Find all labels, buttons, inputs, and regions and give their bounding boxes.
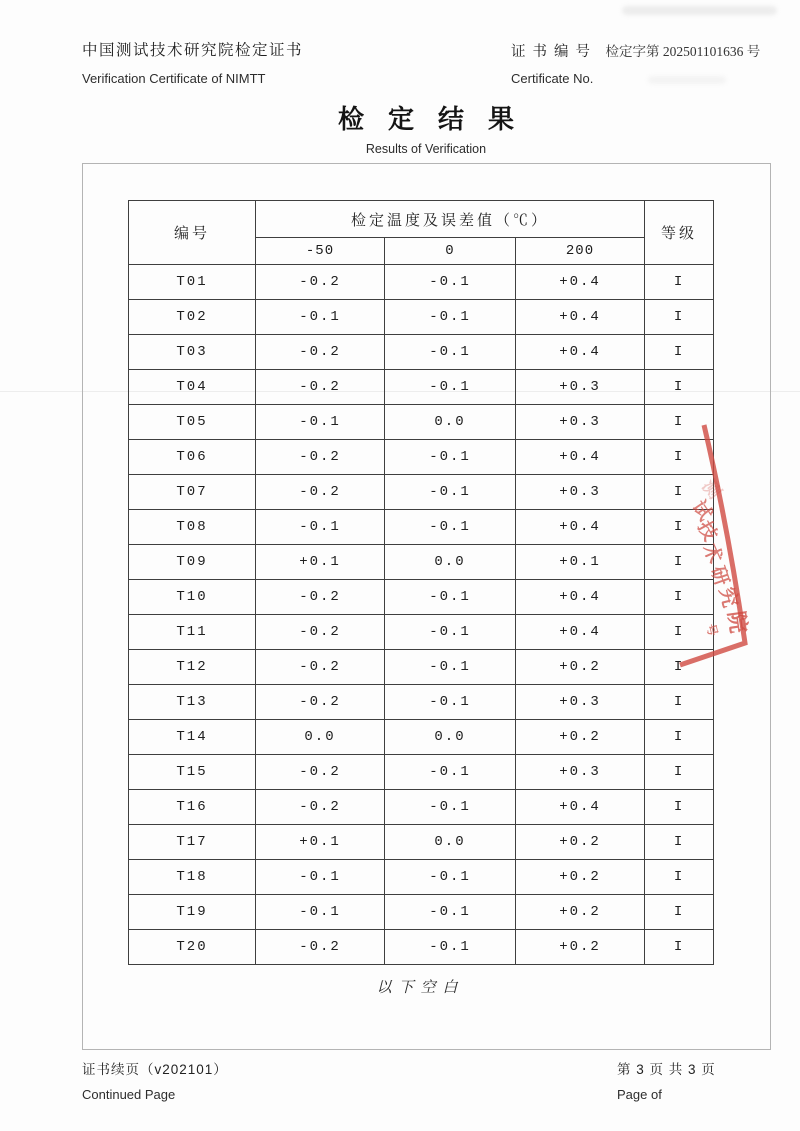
header-right xyxy=(511,40,760,86)
footer-left-en: Continued Page xyxy=(82,1087,176,1102)
grade-cell: I xyxy=(645,510,714,545)
table-row xyxy=(129,650,714,685)
cert-no-label-cn: 证书编号 xyxy=(511,44,597,60)
seal-small-character: 号 xyxy=(703,622,721,638)
error-value-cell: +0.2 xyxy=(516,650,645,685)
table-row xyxy=(129,475,714,510)
grade-cell: I xyxy=(645,370,714,405)
page-title-en: Results of Verification xyxy=(365,142,487,156)
error-value-cell: +0.4 xyxy=(516,790,645,825)
error-value-cell: -0.1 xyxy=(385,265,516,300)
seal-character: 试 xyxy=(687,497,716,525)
error-value-cell: -0.1 xyxy=(256,860,385,895)
grade-cell: I xyxy=(645,580,714,615)
org-title-cn: 中国测试技术研究院检定证书 xyxy=(82,42,304,59)
error-value-cell: -0.2 xyxy=(256,790,385,825)
error-value-cell: +0.4 xyxy=(516,615,645,650)
table-row xyxy=(129,895,714,930)
error-value-cell: -0.1 xyxy=(256,895,385,930)
sensor-id-cell: T19 xyxy=(129,895,256,930)
error-value-cell: -0.1 xyxy=(385,580,516,615)
seal-character: 测 xyxy=(698,476,726,503)
org-title-en: Verification Certificate of NIMTT xyxy=(82,71,266,86)
sensor-id-cell: T10 xyxy=(129,580,256,615)
error-value-cell: 0.0 xyxy=(385,405,516,440)
sensor-id-cell: T12 xyxy=(129,650,256,685)
footer-left xyxy=(82,1058,228,1102)
error-value-cell: +0.4 xyxy=(516,300,645,335)
sensor-id-cell: T13 xyxy=(129,685,256,720)
error-value-cell: -0.2 xyxy=(256,475,385,510)
grade-cell: I xyxy=(645,335,714,370)
error-value-cell: -0.2 xyxy=(256,265,385,300)
error-value-cell: -0.1 xyxy=(385,930,516,965)
error-value-cell: +0.4 xyxy=(516,335,645,370)
error-value-cell: -0.2 xyxy=(256,580,385,615)
error-value-cell: -0.2 xyxy=(256,370,385,405)
error-value-cell: +0.1 xyxy=(256,825,385,860)
col-header-grade: 等级 xyxy=(645,201,714,265)
table-row xyxy=(129,790,714,825)
sensor-id-cell: T11 xyxy=(129,615,256,650)
col-header-temp-span: 检定温度及误差值（℃） xyxy=(256,201,645,238)
page-title-cn: 检定结果 xyxy=(337,104,538,134)
grade-cell: I xyxy=(645,720,714,755)
grade-cell: I xyxy=(645,930,714,965)
sensor-id-cell: T08 xyxy=(129,510,256,545)
error-value-cell: -0.1 xyxy=(256,510,385,545)
error-value-cell: +0.1 xyxy=(516,545,645,580)
error-value-cell: -0.1 xyxy=(256,300,385,335)
content-frame xyxy=(82,163,771,1050)
grade-cell: I xyxy=(645,685,714,720)
grade-cell: I xyxy=(645,615,714,650)
error-value-cell: -0.2 xyxy=(256,440,385,475)
error-value-cell: -0.1 xyxy=(385,335,516,370)
error-value-cell: +0.1 xyxy=(256,545,385,580)
grade-cell: I xyxy=(645,650,714,685)
table-row xyxy=(129,265,714,300)
sensor-id-cell: T05 xyxy=(129,405,256,440)
error-value-cell: -0.1 xyxy=(256,405,385,440)
error-value-cell: -0.1 xyxy=(385,475,516,510)
error-value-cell: +0.4 xyxy=(516,440,645,475)
title-block xyxy=(82,99,770,156)
error-value-cell: -0.1 xyxy=(385,755,516,790)
sensor-id-cell: T14 xyxy=(129,720,256,755)
grade-cell: I xyxy=(645,860,714,895)
sensor-id-cell: T02 xyxy=(129,300,256,335)
sensor-id-cell: T17 xyxy=(129,825,256,860)
sensor-id-cell: T20 xyxy=(129,930,256,965)
grade-cell: I xyxy=(645,545,714,580)
grade-cell: I xyxy=(645,300,714,335)
error-value-cell: +0.2 xyxy=(516,930,645,965)
error-value-cell: +0.3 xyxy=(516,475,645,510)
blank-below-note: 以下空白 xyxy=(376,980,465,996)
sensor-id-cell: T15 xyxy=(129,755,256,790)
cert-no-value: 检定字第 202501101636 号 xyxy=(605,44,761,59)
error-value-cell: -0.1 xyxy=(385,510,516,545)
error-value-cell: +0.4 xyxy=(516,265,645,300)
error-value-cell: +0.3 xyxy=(516,685,645,720)
error-value-cell: -0.2 xyxy=(256,335,385,370)
error-value-cell: -0.2 xyxy=(256,685,385,720)
footer-left-cn: 证书续页（v202101） xyxy=(82,1062,228,1077)
table-row xyxy=(129,825,714,860)
error-value-cell: 0.0 xyxy=(385,545,516,580)
error-value-cell: -0.1 xyxy=(385,440,516,475)
error-value-cell: +0.3 xyxy=(516,370,645,405)
error-value-cell: +0.2 xyxy=(516,825,645,860)
results-table xyxy=(128,200,714,965)
error-value-cell: -0.1 xyxy=(385,370,516,405)
error-value-cell: 0.0 xyxy=(385,825,516,860)
error-value-cell: -0.1 xyxy=(385,300,516,335)
sensor-id-cell: T16 xyxy=(129,790,256,825)
error-value-cell: -0.2 xyxy=(256,755,385,790)
error-value-cell: +0.2 xyxy=(516,895,645,930)
seal-character: 院 xyxy=(723,609,752,635)
error-value-cell: +0.3 xyxy=(516,405,645,440)
table-row xyxy=(129,405,714,440)
error-value-cell: -0.1 xyxy=(385,615,516,650)
footer-page-number: 第 3 页 共 3 页 xyxy=(617,1062,716,1077)
grade-cell: I xyxy=(645,895,714,930)
sensor-id-cell: T06 xyxy=(129,440,256,475)
error-value-cell: -0.1 xyxy=(385,650,516,685)
cert-no-label-en: Certificate No. xyxy=(511,71,594,86)
grade-cell: I xyxy=(645,405,714,440)
table-row xyxy=(129,580,714,615)
scan-smudge-top xyxy=(622,6,777,15)
error-value-cell: 0.0 xyxy=(385,720,516,755)
sensor-id-cell: T09 xyxy=(129,545,256,580)
error-value-cell: +0.4 xyxy=(516,580,645,615)
temp-col-header: 200 xyxy=(516,238,645,265)
seal-character: 究 xyxy=(714,585,741,610)
error-value-cell: -0.1 xyxy=(385,790,516,825)
sensor-id-cell: T18 xyxy=(129,860,256,895)
error-value-cell: +0.2 xyxy=(516,720,645,755)
error-value-cell: -0.1 xyxy=(385,895,516,930)
error-value-cell: -0.2 xyxy=(256,650,385,685)
grade-cell: I xyxy=(645,825,714,860)
header-left xyxy=(82,38,303,86)
table-row xyxy=(129,370,714,405)
table-row xyxy=(129,930,714,965)
sensor-id-cell: T04 xyxy=(129,370,256,405)
table-row xyxy=(129,685,714,720)
grade-cell: I xyxy=(645,755,714,790)
table-row xyxy=(129,545,714,580)
seal-character: 术 xyxy=(698,540,726,567)
error-value-cell: -0.2 xyxy=(256,615,385,650)
grade-cell: I xyxy=(645,265,714,300)
grade-cell: I xyxy=(645,440,714,475)
footer-right xyxy=(617,1058,716,1102)
temp-col-header: -50 xyxy=(256,238,385,265)
error-value-cell: +0.3 xyxy=(516,755,645,790)
grade-cell: I xyxy=(645,475,714,510)
footer-page-label: Page of xyxy=(617,1087,662,1102)
temp-col-header: 0 xyxy=(385,238,516,265)
table-row xyxy=(129,510,714,545)
error-value-cell: -0.1 xyxy=(385,860,516,895)
error-value-cell: -0.1 xyxy=(385,685,516,720)
sensor-id-cell: T01 xyxy=(129,265,256,300)
seal-character: 技 xyxy=(693,517,721,545)
table-row xyxy=(129,755,714,790)
table-row xyxy=(129,720,714,755)
col-header-id: 编号 xyxy=(129,201,256,265)
grade-cell: I xyxy=(645,790,714,825)
sensor-id-cell: T07 xyxy=(129,475,256,510)
table-row xyxy=(129,335,714,370)
sensor-id-cell: T03 xyxy=(129,335,256,370)
error-value-cell: 0.0 xyxy=(256,720,385,755)
error-value-cell: -0.2 xyxy=(256,930,385,965)
seal-character: 研 xyxy=(706,563,733,589)
table-row xyxy=(129,615,714,650)
table-row xyxy=(129,440,714,475)
error-value-cell: +0.4 xyxy=(516,510,645,545)
table-row xyxy=(129,860,714,895)
error-value-cell: +0.2 xyxy=(516,860,645,895)
table-row xyxy=(129,300,714,335)
